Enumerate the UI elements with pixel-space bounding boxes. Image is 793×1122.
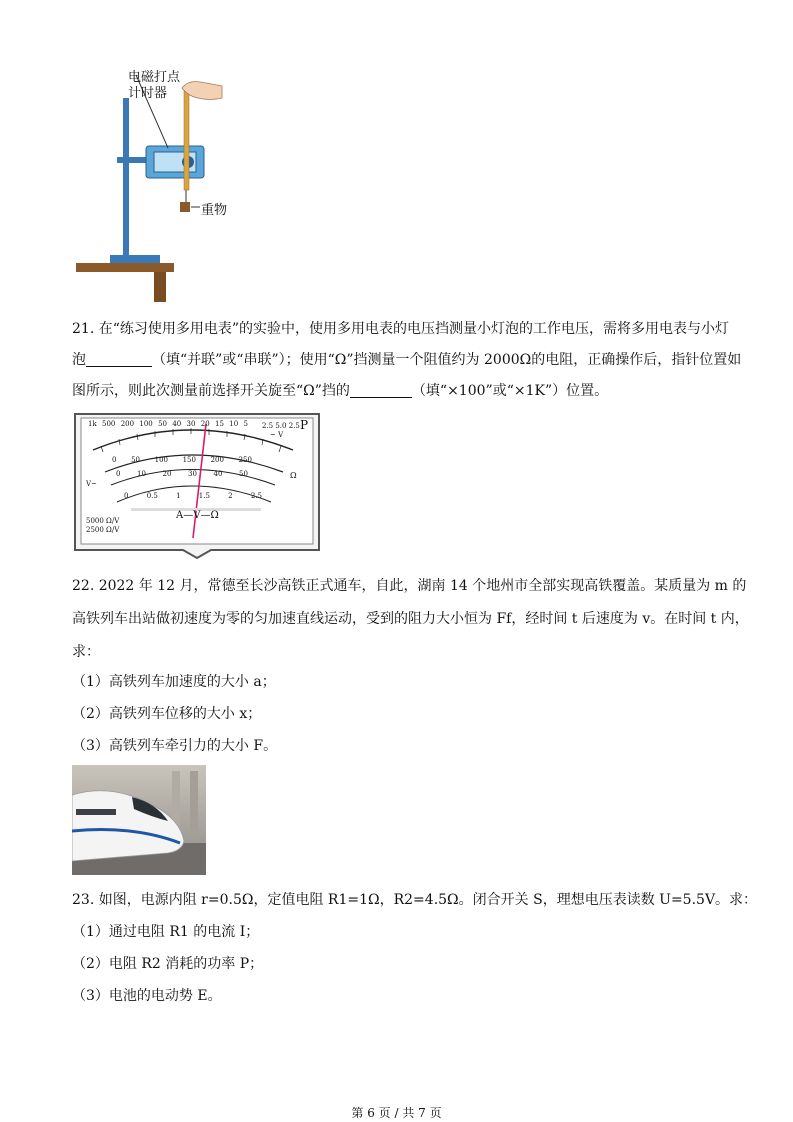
q22-line3: 求： [72,644,100,660]
train-photo [72,765,206,875]
stand-base [110,255,160,263]
meter-top-right-unit: ~ V [270,431,284,439]
q21-line1: 21. 在“练习使用多用电表”的实验中，使用多用电表的电压挡测量小灯泡的工作电压，需将多用电表与小灯 [72,321,730,337]
meter-top-right-range: 2.5 5.0 2.5 [262,422,300,430]
table-leg [154,272,166,302]
table-top [76,263,174,272]
meter-top-tick-label: 5 [243,420,248,428]
label-weight: 重物 [201,203,228,218]
meter-center-label: A—V—Ω [176,510,219,521]
meter-mid2-tick-label: 40 [213,470,223,478]
q21-line2-b: （填“并联”或“串联”）；使用“Ω”挡测量一个阻值约为 2000Ω的电阻，正确操作后，指针位置如 [152,352,742,368]
meter-top-tick-label: 20 [200,420,210,428]
label-timer-line2: 计时器 [128,86,168,101]
meter-top-tick-label: 50 [158,420,167,428]
meter-low-tick-label: 1.5 [198,492,210,500]
meter-mid2-tick-label: 20 [162,470,172,478]
meter-mid-scale-top [112,456,252,464]
q22-sub2: （2）高铁列车位移的大小 x； [72,706,262,722]
meter-top-tick-label: 15 [215,420,224,428]
meter-mid-tick-label: 250 [238,456,252,464]
meter-low-tick-label: 2.5 [250,492,262,500]
meter-mid-scale-bottom [116,470,248,478]
meter-mid2-tick-label: 10 [137,470,146,478]
meter-mid2-tick-label: 0 [116,470,121,478]
q21-blank1[interactable] [86,352,152,367]
meter-omega-label: Ω [290,471,297,480]
stand-pole [123,98,129,258]
label-timer-line1: 电磁打点 [128,70,181,85]
q23-sub3: （3）电池的电动势 E。 [72,988,222,1004]
page-footer: 第 6 页 / 共 7 页 [351,1106,442,1120]
meter-spec2: 2500 Ω/V [86,526,120,534]
q21-line2-a: 泡 [72,352,86,368]
meter-top-tick-label: 40 [172,420,182,428]
weight-block [180,202,190,212]
meter-top-scale [88,420,248,428]
meter-brand: P [300,418,309,432]
meter-top-tick-label: 500 [102,420,116,428]
q21-line2 [72,349,741,369]
meter-low-tick-label: 2 [228,492,233,500]
meter-low-scale [124,492,262,500]
meter-low-tick-label: 1 [176,492,181,500]
meter-low-tick-label: 0.5 [146,492,158,500]
q23-sub2: （2）电阻 R2 消耗的功率 P； [72,956,264,972]
train-window-band [76,809,116,815]
stand-clamp-bar [117,157,147,163]
q22-sub3: （3）高铁列车牵引力的大小 F。 [72,738,278,754]
q22-sub1: （1）高铁列车加速度的大小 a； [72,674,276,690]
meter-top-tick-label: 200 [120,420,135,428]
q22-line2: 高铁列车出站做初速度为零的匀加速直线运动，受到的阻力大小恒为 Ff，经时间 t 后速度为 v。在时间 t 内， [72,611,749,627]
meter-top-tick-label: 1k [88,420,97,428]
q22-line1: 22. 2022 年 12 月，常德至长沙高铁正式通车，自此，湖南 14 个地州市全部实现高铁覆盖。某质量为 m 的 [72,578,747,594]
q23-line1: 23. 如图，电源内阻 r=0.5Ω，定值电阻 R1=1Ω，R2=4.5Ω。闭合开关 S，理想电压表读数 U=5.5V。求： [72,892,758,908]
meter-top-tick-label: 100 [139,420,153,428]
q21-line3 [72,380,608,400]
meter-mid-tick-label: 0 [112,456,117,464]
meter-top-tick-label: 30 [186,420,196,428]
meter-mid-tick-label: 100 [154,456,168,464]
q23-sub1: （1）通过电阻 R1 的电流 I； [72,924,260,940]
meter-top-tick-label: 10 [229,420,239,428]
meter-mid-tick-label: 150 [182,456,196,464]
multimeter-dial [71,410,323,560]
meter-spec1: 5000 Ω/V [86,517,120,525]
paper-tape [184,90,189,190]
meter-mid2-tick-label: 30 [188,470,197,478]
meter-mid2-tick-label: 50 [239,470,248,478]
meter-low-tick-label: 0 [124,492,129,500]
meter-vtilde-label: V~ [86,480,97,488]
meter-mid-tick-label: 50 [131,456,140,464]
meter-mid-tick-label: 200 [210,456,224,464]
station-pillar [190,771,198,831]
q21-line3-a: 图所示，则此次测量前选择开关旋至“Ω”挡的 [72,383,350,399]
q21-blank2[interactable] [350,383,412,398]
q21-line3-b: （填“×100”或“×1K”）位置。 [411,383,609,399]
